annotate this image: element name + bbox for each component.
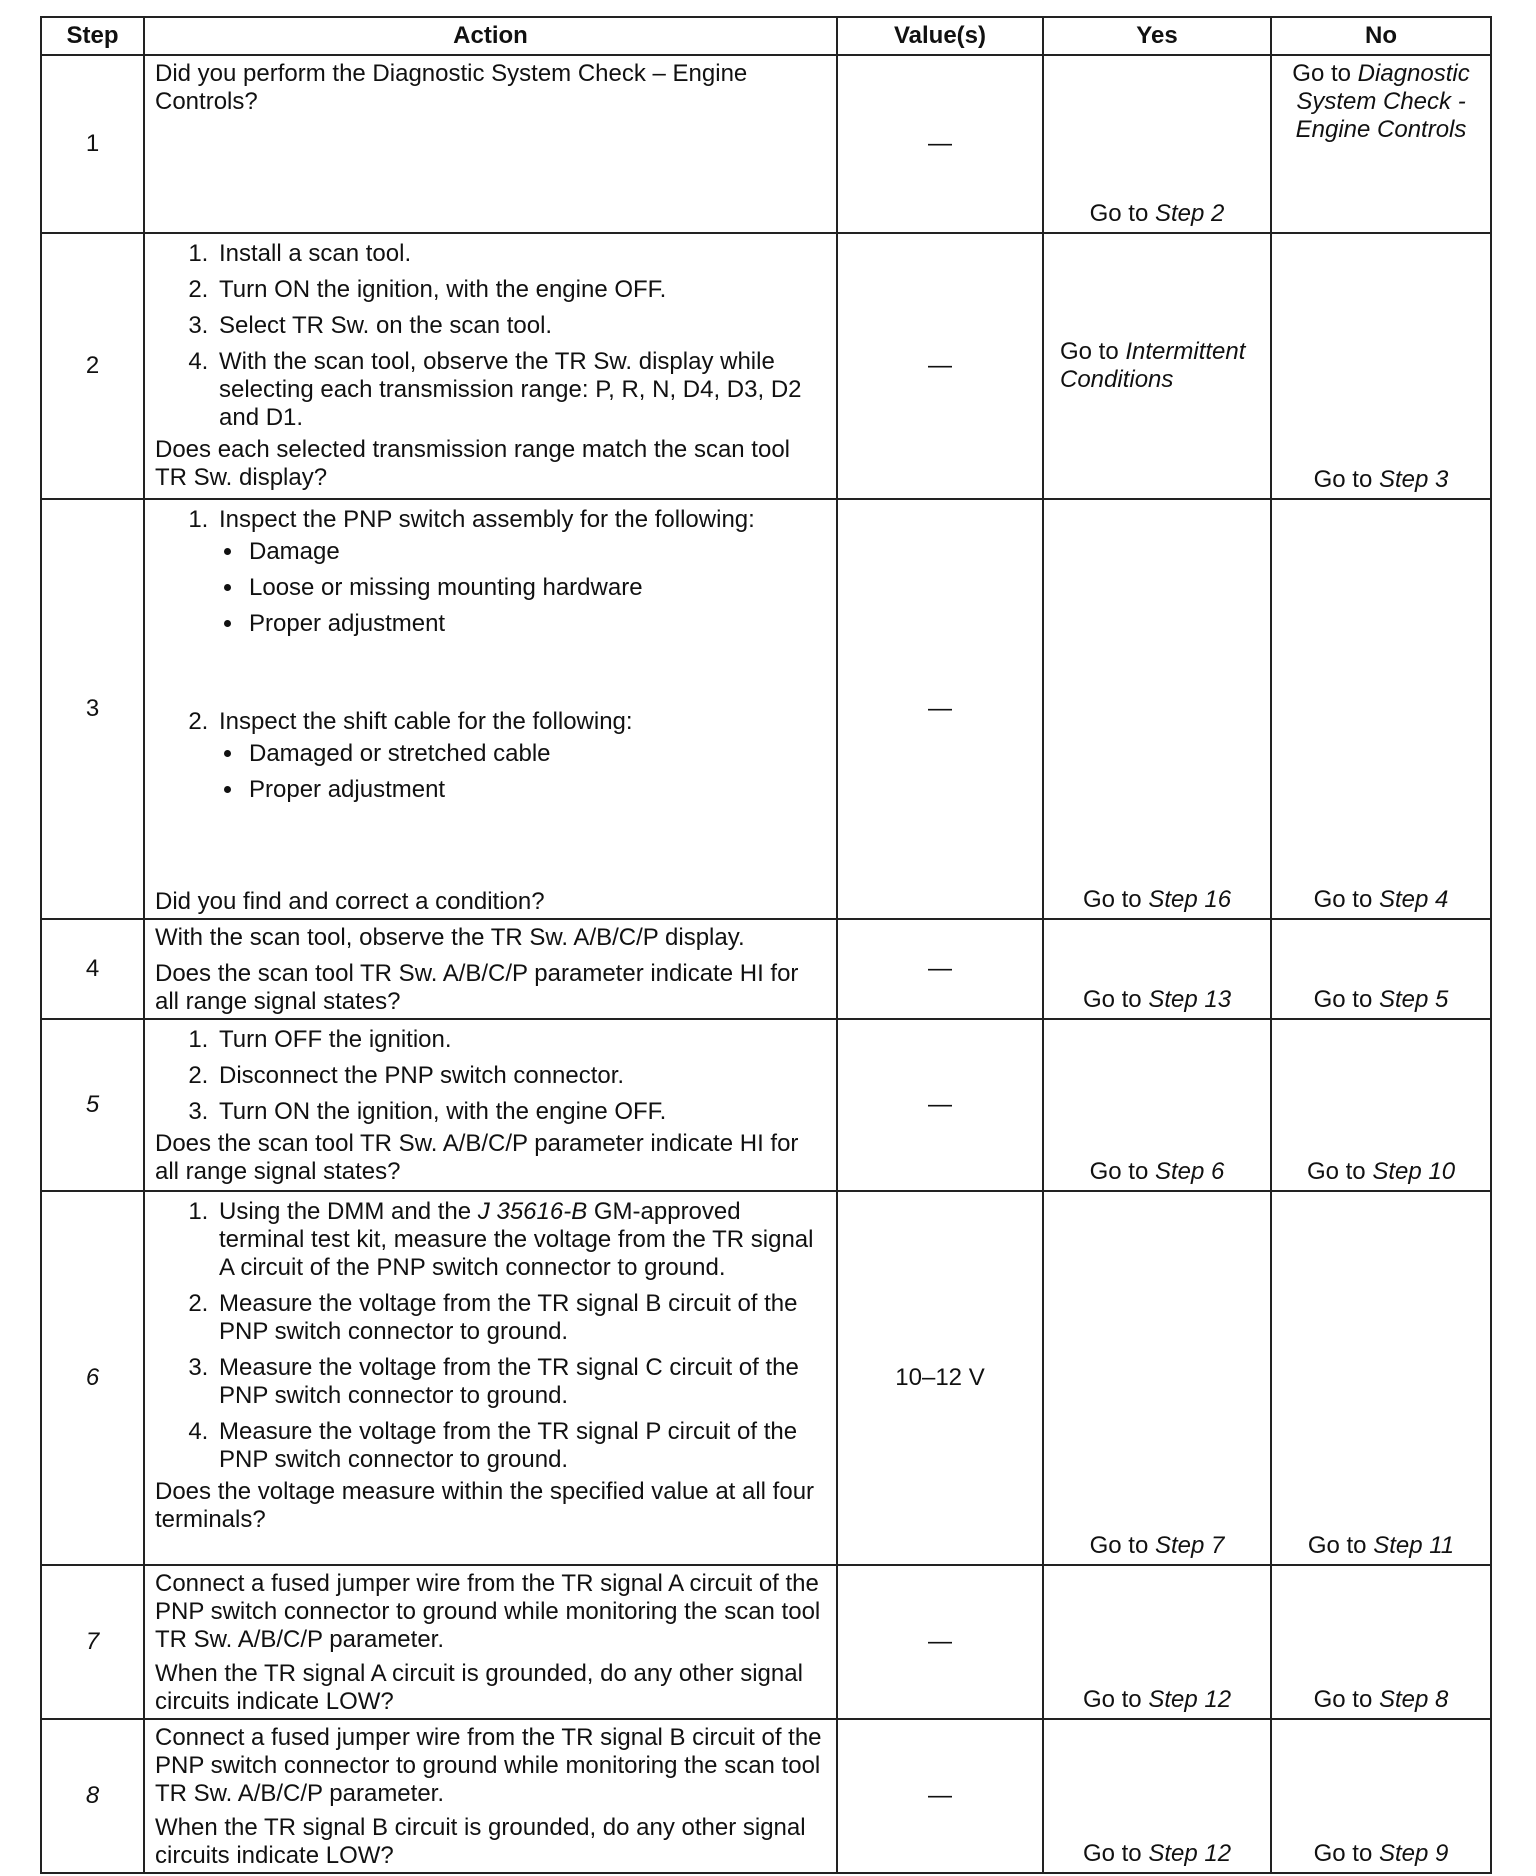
action-question: Does the scan tool TR Sw. A/B/C/P parameter indicate HI for all range signal states? (155, 960, 799, 1015)
step-number: 2 (41, 233, 144, 499)
list-item: 3. Measure the voltage from the TR signal C circuit of the PNP switch connector to ground. (215, 1354, 826, 1410)
no-link[interactable]: Step 11 (1373, 1532, 1455, 1559)
list-item: 4. Measure the voltage from the TR signal P circuit of the PNP switch connector to ground. (215, 1418, 826, 1474)
yes-prefix: Go to (1089, 1532, 1155, 1559)
yes-cell (1043, 1191, 1271, 1565)
yes-link[interactable]: Step 16 (1148, 886, 1232, 913)
yes-cell (1043, 55, 1271, 233)
yes-link[interactable]: Step 12 (1148, 1686, 1232, 1713)
step-number: 4 (41, 919, 144, 1019)
value-cell: 10–12 V (837, 1191, 1043, 1565)
action-question: When the TR signal B circuit is grounded, do any other signal circuits indicate LOW? (155, 1814, 806, 1869)
header-step: Step (41, 17, 144, 55)
step-number: 5 (41, 1019, 144, 1191)
action-text: Connect a fused jumper wire from the TR signal B circuit of the PNP switch connector to ground while monitoring the scan tool TR Sw. A/B/C/P parameter. (155, 1724, 822, 1807)
value-cell: — (837, 55, 1043, 233)
list-item-text: GM-approved terminal test kit, measure the voltage from the TR signal A circuit of the PNP switch connector to ground. (219, 1198, 814, 1281)
bullet-item: • Proper adjustment (245, 610, 826, 638)
table-row-step-7 (41, 1565, 1491, 1719)
list-item-text: Inspect the PNP switch assembly for the following: (219, 506, 755, 533)
table-row-step-3 (41, 499, 1491, 919)
no-link[interactable]: Step 9 (1378, 1840, 1449, 1867)
table-row-step-5 (41, 1019, 1491, 1191)
no-prefix: Go to (1313, 466, 1379, 493)
value-cell: — (837, 1719, 1043, 1873)
action-question: Did you find and correct a condition? (155, 888, 545, 915)
no-cell (1271, 919, 1491, 1019)
yes-link[interactable]: Step 6 (1154, 1158, 1225, 1185)
no-link[interactable]: Step 5 (1378, 986, 1449, 1013)
yes-link[interactable]: Step 13 (1148, 986, 1232, 1013)
yes-cell (1043, 919, 1271, 1019)
list-item: 3. Select TR Sw. on the scan tool. (215, 312, 826, 340)
no-prefix: Go to (1306, 1158, 1373, 1185)
list-item (215, 708, 826, 804)
no-cell (1271, 233, 1491, 499)
list-item: 1. Turn OFF the ignition. (215, 1026, 826, 1054)
value-cell: — (837, 1019, 1043, 1191)
table-row-step-8 (41, 1719, 1491, 1873)
yes-prefix: Go to (1082, 1840, 1149, 1867)
no-cell (1271, 1565, 1491, 1719)
action-cell (144, 233, 837, 499)
tool-reference: J 35616-B (477, 1198, 588, 1225)
yes-cell (1043, 1019, 1271, 1191)
action-cell (144, 1191, 837, 1565)
step-number: 1 (41, 55, 144, 233)
action-list (155, 506, 826, 804)
action-question: Does the voltage measure within the specified value at all four terminals? (155, 1478, 815, 1533)
list-item: 1. Install a scan tool. (215, 240, 826, 268)
diagnostic-table (40, 16, 1492, 1874)
action-cell (144, 919, 837, 1019)
header-value: Value(s) (837, 17, 1043, 55)
action-list (155, 240, 826, 432)
header-no: No (1271, 17, 1491, 55)
yes-link[interactable]: Step 7 (1154, 1532, 1225, 1559)
bullet-list (219, 740, 826, 804)
list-item-text: Using the DMM and the (219, 1198, 478, 1225)
no-link[interactable]: Diagnostic System Check - Engine Controls (1295, 60, 1470, 143)
no-prefix: Go to (1313, 1686, 1379, 1713)
header-action: Action (144, 17, 837, 55)
table-row-step-6 (41, 1191, 1491, 1565)
action-list (155, 1198, 826, 1474)
no-link[interactable]: Step 4 (1378, 886, 1449, 913)
action-text: Did you perform the Diagnostic System Check – Engine Controls? (155, 60, 748, 115)
no-prefix: Go to (1313, 1840, 1379, 1867)
value-cell: — (837, 1565, 1043, 1719)
value-cell: — (837, 499, 1043, 919)
bullet-item: • Proper adjustment (245, 776, 826, 804)
list-item (215, 1198, 826, 1282)
no-prefix: Go to (1313, 986, 1379, 1013)
header-yes: Yes (1043, 17, 1271, 55)
action-text: With the scan tool, observe the TR Sw. A/B/C/P display. (155, 924, 745, 951)
list-item: 2. Turn ON the ignition, with the engine OFF. (215, 276, 826, 304)
action-list (155, 1026, 826, 1126)
table-row-step-2 (41, 233, 1491, 499)
action-text: Connect a fused jumper wire from the TR signal A circuit of the PNP switch connector to ground while monitoring the scan tool TR Sw. A/B/C/P parameter. (155, 1570, 821, 1653)
yes-link[interactable]: Step 2 (1154, 200, 1225, 227)
action-cell (144, 499, 837, 919)
action-cell (144, 1019, 837, 1191)
no-link[interactable]: Step 8 (1378, 1686, 1449, 1713)
yes-link[interactable]: Intermittent Conditions (1060, 338, 1246, 393)
no-link[interactable]: Step 3 (1378, 466, 1449, 493)
no-prefix: Go to (1292, 60, 1358, 87)
yes-link[interactable]: Step 12 (1148, 1840, 1232, 1867)
yes-prefix: Go to (1060, 338, 1126, 365)
bullet-item: • Damage (245, 538, 826, 566)
table-row-step-4 (41, 919, 1491, 1019)
step-number: 3 (41, 499, 144, 919)
yes-prefix: Go to (1089, 1158, 1155, 1185)
yes-prefix: Go to (1082, 986, 1149, 1013)
step-number: 7 (41, 1565, 144, 1719)
list-item: 4. With the scan tool, observe the TR Sw. display while selecting each transmission range: P, R, N, D4, D3, D2 and D1. (215, 348, 826, 432)
yes-prefix: Go to (1082, 1686, 1149, 1713)
list-item: 3. Turn ON the ignition, with the engine OFF. (215, 1098, 826, 1126)
no-prefix: Go to (1313, 886, 1379, 913)
yes-prefix: Go to (1082, 886, 1149, 913)
list-item: 2. Measure the voltage from the TR signal B circuit of the PNP switch connector to ground. (215, 1290, 826, 1346)
no-cell (1271, 1719, 1491, 1873)
action-cell (144, 55, 837, 233)
list-item (215, 506, 826, 638)
action-cell (144, 1719, 837, 1873)
list-item: 2. Disconnect the PNP switch connector. (215, 1062, 826, 1090)
yes-cell (1043, 1565, 1271, 1719)
bullet-list (219, 538, 826, 638)
action-question: When the TR signal A circuit is grounded, do any other signal circuits indicate LOW? (155, 1660, 803, 1715)
step-number: 6 (41, 1191, 144, 1565)
bullet-item: • Loose or missing mounting hardware (245, 574, 826, 602)
list-item-text: Inspect the shift cable for the following: (219, 708, 633, 735)
yes-cell (1043, 233, 1271, 499)
no-cell (1271, 499, 1491, 919)
yes-cell (1043, 1719, 1271, 1873)
step-number: 8 (41, 1719, 144, 1873)
no-prefix: Go to (1307, 1532, 1374, 1559)
action-question: Does each selected transmission range match the scan tool TR Sw. display? (155, 436, 791, 491)
value-cell: — (837, 233, 1043, 499)
value-cell: — (837, 919, 1043, 1019)
yes-cell (1043, 499, 1271, 919)
action-cell (144, 1565, 837, 1719)
no-cell (1271, 1191, 1491, 1565)
no-cell (1271, 1019, 1491, 1191)
no-link[interactable]: Step 10 (1372, 1158, 1456, 1185)
no-cell (1271, 55, 1491, 233)
table-row-step-1 (41, 55, 1491, 233)
action-question: Does the scan tool TR Sw. A/B/C/P parameter indicate HI for all range signal states? (155, 1130, 799, 1185)
header-row (41, 17, 1491, 55)
bullet-item: • Damaged or stretched cable (245, 740, 826, 768)
yes-prefix: Go to (1089, 200, 1155, 227)
